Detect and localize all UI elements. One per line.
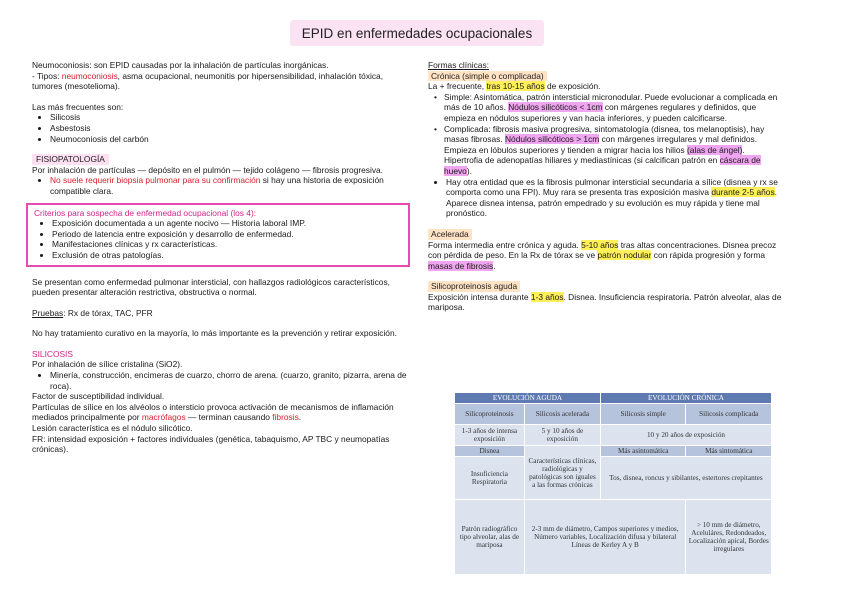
list-item: • Complicada: fibrosis masiva progresiva, sintomatología (disnea, tos melanoptisis), hay masas fibrosas. Nódulos silicóticos > 1cm con márgenes irregulares y mal definidos. Empieza en lóbulos superiores y tienden a migrar hacia los hilios (alas de ángel). Hipertrofia de adenopatías hiliares y mediastínicas (si calcifican patrón en cáscara de huevo).: [444, 124, 784, 177]
criterios-heading: Criterios para sospecha de enfermedad ocupacional (los 4):: [34, 207, 257, 218]
left-column: [32, 60, 410, 455]
list-item: • Simple: Asintomática, patrón intersticial micronodular. Puede evolucionar a complicada en más de 10 años. Nódulos silicóticos < 1cm con márgenes regulares y definidos, que empieza en nódulos superiores y van hacia inferiores, y pueden calcificarse.: [444, 92, 784, 124]
silicoproteinosis-heading: Silicoproteinosis aguda: [428, 281, 520, 292]
table-cell: Patrón radiográfico tipo alveolar, alas de mariposa: [455, 500, 524, 574]
page-title: EPID en enfermedades ocupacionales: [290, 20, 544, 46]
list-item: • Periodo de latencia entre exposición y desarrollo de enfermedad.: [52, 229, 402, 240]
list-item: • Minería, construcción, encimeras de cuarzo, chorro de arena. (cuarzo, granito, pizarra, arena de roca).: [50, 370, 410, 391]
table-cell: Más sintomática: [686, 446, 771, 456]
frecuentes-label: Las más frecuentes son:: [32, 101, 124, 112]
list-item: • Manifestaciones clínicas y rx características.: [52, 239, 402, 250]
tipos-text: - Tipos: neumoconiosis, asma ocupacional, neumonitis por hipersensibilidad, inhalación tóxica, tumores (mesotelioma).: [32, 70, 384, 92]
silicosis-heading: SILICOSIS: [32, 348, 73, 359]
pruebas-text: Pruebas: Rx de tórax, TAC, PFR: [32, 307, 153, 318]
list-item: • Asbestosis: [50, 123, 410, 134]
fisio-text: Por inhalación de partículas — depósito en el pulmón — tejido colágeno — fibrosis progresiva.: [32, 164, 384, 175]
table-cell: Silicosis acelerada: [525, 404, 600, 424]
table-cell: Tos, disnea, roncus y sibilantes, estertores crepitantes: [601, 457, 771, 499]
silicoproteinosis-text: Exposición intensa durante 1-3 años. Disnea. Insuficiencia respiratoria. Patrón alveolar, alas de mariposa.: [428, 291, 782, 313]
table-cell: 2-3 mm de diámetro, Campos superiores y medios, Número variables, Localización difusa y bilateral Líneas de Kerley A y B: [525, 500, 686, 574]
cronica-heading: Crónica (simple o complicada): [428, 71, 547, 82]
criterios-box: [26, 203, 410, 267]
tratamiento-text: No hay tratamiento curativo en la mayoría, lo más importante es la prevención y retirar exposición.: [32, 328, 397, 339]
cronica-list: [428, 92, 784, 177]
presentan-text: Se presentan como enfermedad pulmonar intersticial, con hallazgos radiológicos característicos, pueden presentar alteración restrictiva, obstructiva o normal.: [32, 276, 390, 298]
table-cell: > 10 mm de diámetro, Aceluláres, Redondeados, Localización apical, Bordes irregulares: [686, 500, 771, 574]
cronica-text: La + frecuente, tras 10-15 años de exposición.: [428, 81, 601, 92]
table-cell: 5 y 10 años de exposición: [525, 425, 600, 445]
table-cell: 1-3 años de intensa exposición: [455, 425, 524, 445]
fisio-list: [32, 175, 410, 196]
list-item: • Hay otra entidad que es la fibrosis pulmonar intersticial secundaria a sílice (disnea y rx se comporta como una FPI). Muy rara se presenta tras exposición masiva durante 2-5 años. Aparece disnea intensa, patrón empedrado y su evolución es muy rápida y tiene mal pronóstico.: [446, 177, 784, 219]
table-cell: Más asintomática: [601, 446, 686, 456]
list-item: • Neumoconiosis del carbón: [50, 134, 410, 145]
list-item: • Exclusión de otras patologías.: [52, 250, 402, 261]
evolucion-table: [454, 392, 772, 575]
table-cell: Disnea: [455, 446, 524, 456]
table-cell: Insuficiencia Respiratoria: [455, 457, 524, 499]
formas-heading: Formas clínicas:: [428, 60, 489, 70]
right-column: [428, 60, 784, 313]
table-cell: 10 y 20 años de exposición: [601, 425, 771, 445]
lesion-text: Lesión característica es el nódulo silicótico.: [32, 423, 193, 434]
list-item: • No suele requerir biopsia pulmonar para su confirmación si hay una historia de exposición compatible clara.: [50, 175, 410, 196]
table-cell: Características clínicas, radiológicas y patológicas son iguales a las formas crónicas: [525, 446, 600, 499]
factor-text: Factor de susceptibilidad individual.: [32, 391, 165, 402]
silicosis-list: [32, 370, 410, 391]
intro-text: Neumoconiosis: son EPID causadas por la inhalación de partículas inorgánicas.: [32, 60, 329, 70]
frecuentes-list: [32, 112, 410, 144]
acelerada-heading: Acelerada: [428, 229, 472, 240]
list-item: • Exposición documentada a un agente nocivo — Historia laboral IMP.: [52, 218, 402, 229]
silicosis-inhalacion: Por inhalación de sílice cristalina (SiO2).: [32, 359, 183, 370]
table-header: EVOLUCIÓN CRÓNICA: [601, 393, 771, 403]
acelerada-text: Forma intermedia entre crónica y aguda. 5-10 años tras altas concentraciones. Disnea precoz con pérdida de peso. En la Rx de tórax se ve patrón nodular con rápida progresión y forma masas de fibrosis.: [428, 239, 777, 271]
otra-list: [428, 177, 784, 219]
table-cell: Silicosis complicada: [686, 404, 771, 424]
table-cell: Silicoproteinosis: [455, 404, 524, 424]
fr-text: FR: intensidad exposición + factores individuales (genética, tabaquismo, AP TBC y neumopatías crónicas).: [32, 433, 390, 455]
particulas-text: Partículas de sílice en los alvéolos o intersticio provoca activación de mecanismos de inflamación mediados principalmente por macrófagos — terminan causando fibrosis.: [32, 401, 394, 423]
fisiopatologia-heading: FISIOPATOLOGÍA: [32, 154, 109, 165]
table-header: EVOLUCIÓN AGUDA: [455, 393, 600, 403]
list-item: • Silicosis: [50, 112, 410, 123]
criterios-list: [34, 218, 402, 260]
table-cell: Silicosis simple: [601, 404, 686, 424]
